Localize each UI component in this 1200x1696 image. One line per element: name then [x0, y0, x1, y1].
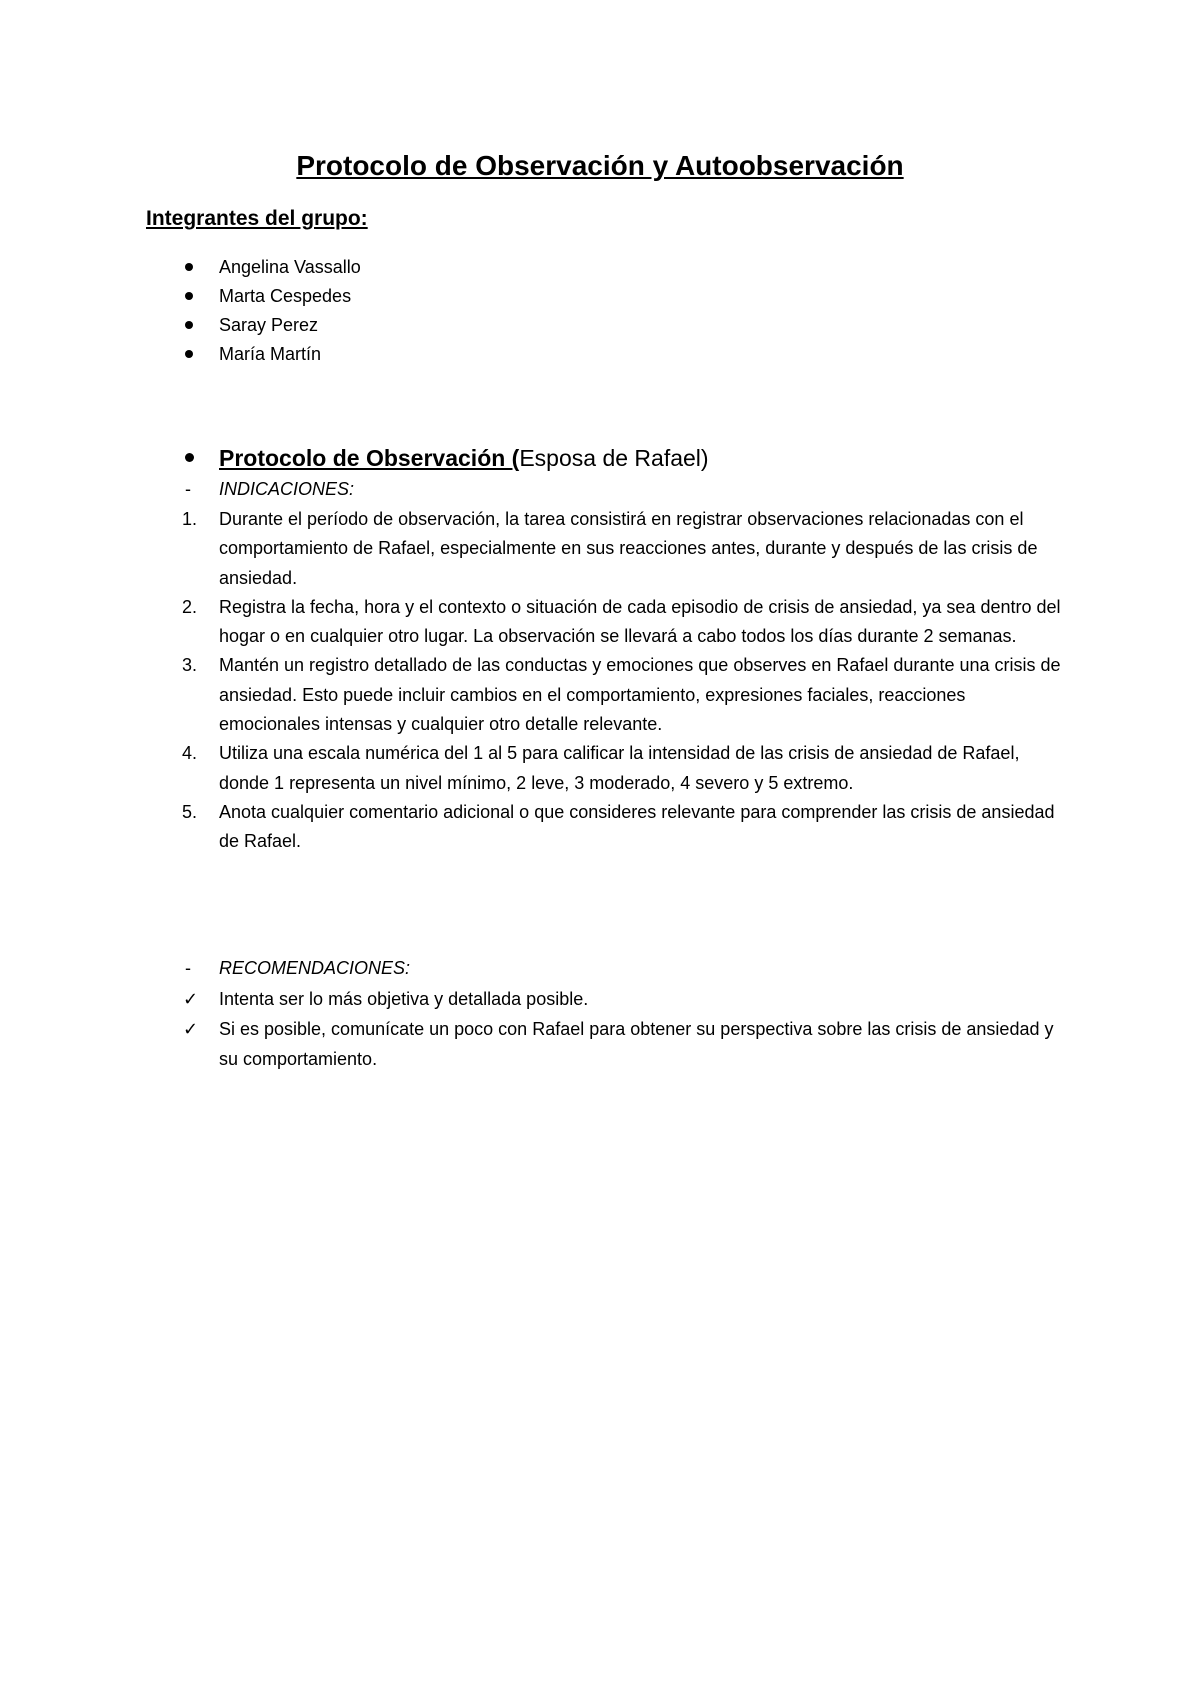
list-item: [0, 1014, 1200, 1074]
item-number: 1.: [182, 509, 198, 529]
item-text: Si es posible, comunícate un poco con Rafael para obtener su perspectiva sobre las crisis de ansiedad y su comportamiento.: [219, 1019, 1054, 1069]
recommendations-label-text: RECOMENDACIONES:: [219, 958, 411, 978]
section-title-bold: Protocolo de Observación (: [219, 445, 520, 471]
page-title: Protocolo de Observación y Autoobservación: [296, 150, 904, 181]
list-item: [0, 651, 1200, 739]
list-item: [0, 505, 1200, 593]
item-number: 5.: [182, 801, 198, 822]
list-item: [0, 984, 1200, 1014]
list-item: [0, 739, 1200, 798]
list-item: [0, 593, 1200, 652]
item-text: Utiliza una escala numérica del 1 al 5 para calificar la intensidad de las crisis de ansiedad de Rafael, donde 1 representa un nivel mínimo, 2 leve, 3 moderado, 4 severo y 5 extremo.: [219, 743, 1020, 793]
item-number: 4.: [182, 743, 198, 764]
indications-list: [0, 505, 1200, 857]
bullet-icon: [185, 292, 193, 300]
item-text: Mantén un registro detallado de las conductas y emociones que observes en Rafael durante una crisis de ansiedad. Esto puede incluir cambios en el comportamiento, expresiones faciales, reacciones emocionales intensas y cualquier otro detalle relevante.: [219, 655, 1061, 735]
bullet-icon: [185, 321, 193, 329]
item-text: Intenta ser lo más objetiva y detallada posible.: [219, 989, 589, 1009]
member-name: Angelina Vassallo: [219, 257, 361, 277]
item-text: Registra la fecha, hora y el contexto o situación de cada episodio de crisis de ansiedad, ya sea dentro del hogar o en cualquier otro lugar. La observación se llevará a cabo todos los días durante 2 semanas.: [219, 596, 1061, 647]
member-name: María Martín: [219, 344, 322, 364]
item-number: 2.: [182, 596, 198, 617]
list-item: [0, 798, 1200, 857]
bullet-icon: [185, 453, 194, 462]
bullet-icon: [185, 350, 193, 358]
item-text: Durante el período de observación, la tarea consistirá en registrar observaciones relacionadas con el comportamiento de Rafael, especialmente en sus reacciones antes, durante y después de las crisis de ansiedad.: [219, 509, 1038, 588]
member-name: Saray Perez: [219, 315, 319, 335]
check-icon: ✓: [183, 989, 199, 1009]
member-name: Marta Cespedes: [219, 286, 352, 306]
section-title: [219, 442, 709, 474]
item-number: 3.: [182, 655, 198, 676]
section-title-rest: Esposa de Rafael): [519, 445, 709, 471]
item-text: Anota cualquier comentario adicional o que consideres relevante para comprender las crisis de ansiedad de Rafael.: [219, 801, 1055, 852]
indications-label-text: INDICACIONES:: [219, 479, 355, 499]
dash-marker: -: [185, 479, 191, 499]
check-icon: ✓: [183, 1019, 199, 1039]
dash-marker: -: [185, 958, 191, 978]
bullet-icon: [185, 263, 193, 271]
recommendations-list: [0, 984, 1200, 1074]
members-heading: Integrantes del grupo:: [146, 207, 368, 230]
